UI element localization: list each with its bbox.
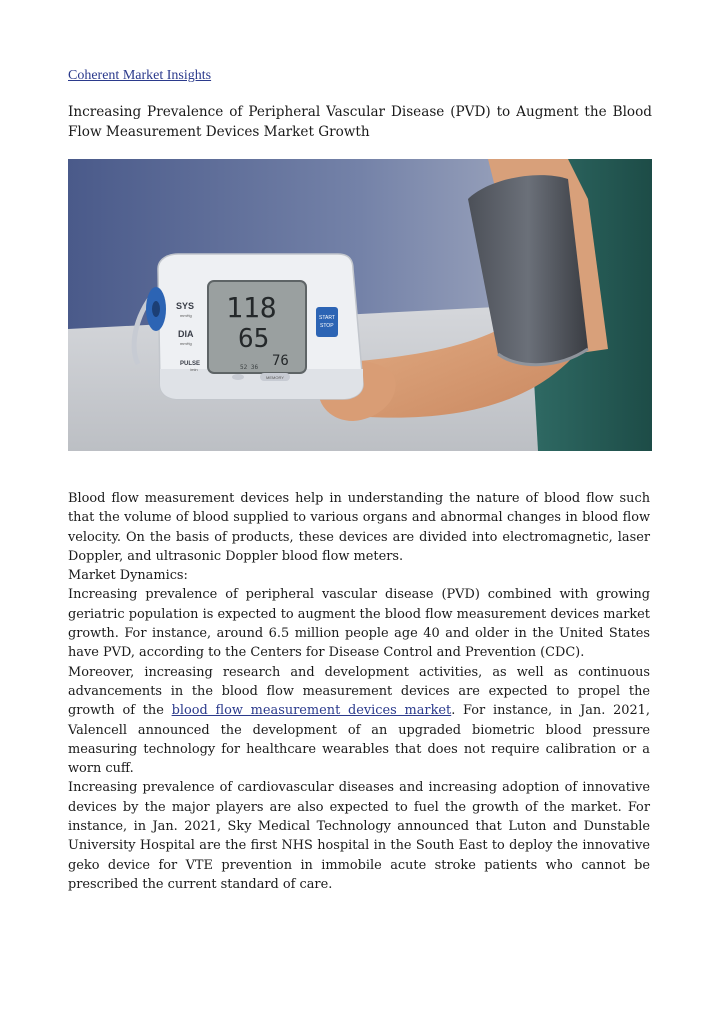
- sys-label: SYS: [176, 301, 195, 311]
- dia-label: DIA: [178, 329, 194, 339]
- paragraph-text: Moreover, increasing research and development activities, as well as continuous advancements in the blood flow measurement devices are expected to propel the growth of the: [68, 664, 650, 719]
- paragraph-cardiovascular: Increasing prevalence of cardiovascular diseases and increasing adoption of innovative devices by the major players are also expected to fuel the growth of the market. For instance, in Jan. 2021, Sky Medical Technology announced that Luton and Dunstable University Hospital are the first NHS hospital in the South East to deploy the innovative geko device for VTE prevention in immobile acute stroke patients who cannot be prescribed the current standard of care.: [68, 780, 650, 892]
- power-button[interactable]: [232, 374, 244, 380]
- svg-text:START: START: [319, 315, 335, 321]
- market-report-link[interactable]: blood flow measurement devices market: [171, 703, 452, 719]
- article-body: [68, 489, 650, 894]
- paragraph-text: . For instance, in Jan. 2021, Valencell announced the development of an upgraded biometric blood pressure measuring technology for healthcare wearables that does not require calibration or a worn cuff.: [68, 703, 650, 777]
- pulse-label: PULSE: [180, 361, 201, 367]
- svg-text:mmHg: mmHg: [180, 313, 192, 318]
- blood-pressure-monitor-photo: [68, 159, 652, 451]
- svg-text:MEMORY: MEMORY: [266, 375, 284, 380]
- intro-paragraph: Blood flow measurement devices help in understanding the nature of blood flow such that the volume of blood supplied to various organs and abnormal changes in blood flow velocity. On the basis of products, these devices are divided into electromagnetic, laser Doppler, and ultrasonic Doppler blood flow meters.: [68, 491, 650, 564]
- article-headline: Increasing Prevalence of Peripheral Vascular Disease (PVD) to Augment the Blood Flow Measurement Devices Market Growth: [68, 104, 652, 140]
- pulse-reading: 76: [272, 353, 289, 369]
- source-link[interactable]: Coherent Market Insights: [68, 68, 212, 83]
- svg-text:STOP: STOP: [320, 323, 334, 329]
- diastolic-reading: 65: [238, 324, 270, 354]
- systolic-reading: 118: [226, 291, 277, 324]
- start-stop-button[interactable]: [316, 307, 338, 337]
- market-dynamics-heading: Market Dynamics:: [68, 568, 188, 584]
- svg-text:52 36: 52 36: [240, 364, 259, 371]
- svg-text:mmHg: mmHg: [180, 341, 192, 346]
- paragraph-research-development: [68, 663, 650, 779]
- svg-text:/min: /min: [190, 367, 198, 372]
- paragraph-pvd-prevalence: Increasing prevalence of peripheral vascular disease (PVD) combined with growing geriatric population is expected to augment the blood flow measurement devices market growth. For instance, around 6.5 million people age 40 and older in the United States have PVD, according to the Centers for Disease Control and Prevention (CDC).: [68, 587, 650, 661]
